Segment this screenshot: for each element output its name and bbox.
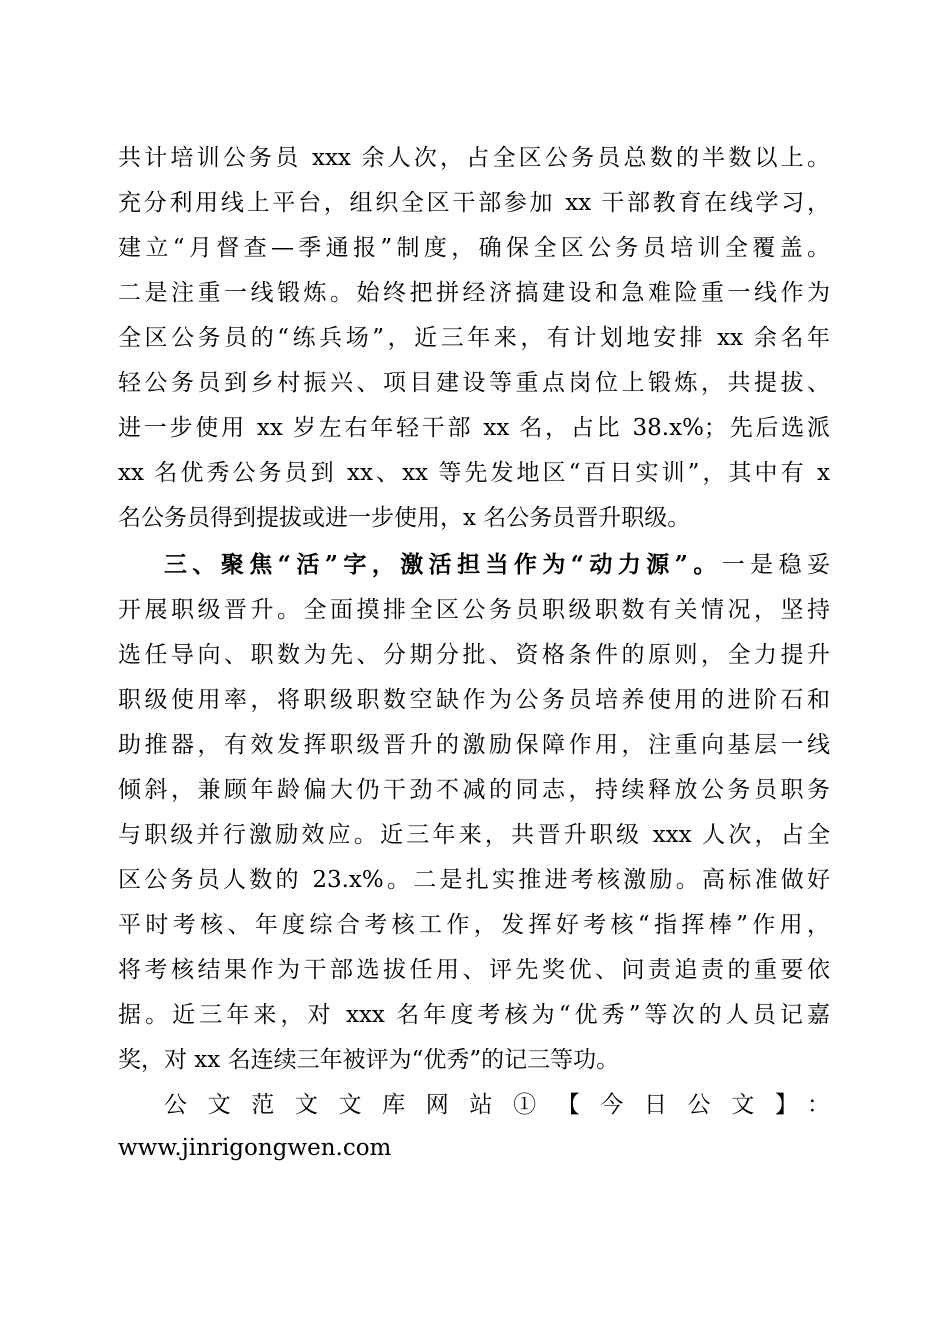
paragraph-line: 共计培训公务员 xxx 余人次，占全区公务员总数的半数以上。: [118, 145, 830, 171]
paragraph-line: 奖，对 xx 名连续三年被评为“优秀”的记三等功。: [118, 1047, 620, 1073]
paragraph-line: 选任导向、职数为先、分期分批、资格条件的原则，全力提升: [118, 642, 830, 668]
paragraph-line: 倾斜，兼顾年龄偏大仍干劲不减的同志，持续释放公务员职务: [118, 777, 830, 803]
paragraph-line: 全区公务员的“练兵场”，近三年来，有计划地安排 xx 余名年: [118, 325, 830, 351]
paragraph-line: 开展职级晋升。全面摸排全区公务员职级职数有关情况，坚持: [118, 597, 830, 623]
paragraph-line: 与职级并行激励效应。近三年来，共晋升职级 xxx 人次，占全: [118, 822, 830, 848]
section-heading-line: [164, 545, 830, 585]
section-heading-rest: 一是稳妥: [721, 552, 830, 578]
paragraph-line: 轻公务员到乡村振兴、项目建设等重点岗位上锻炼，共提拔、: [118, 370, 830, 396]
paragraph-line: 充分利用线上平台，组织全区干部参加 xx 干部教育在线学习，: [118, 190, 830, 216]
paragraph-line: 平时考核、年度综合考核工作，发挥好考核“指挥棒”作用，: [118, 912, 830, 938]
paragraph-line: xx 名优秀公务员到 xx、xx 等先发地区“百日实训”，其中有 x: [118, 460, 830, 486]
paragraph-line: 建立“月督查—季通报”制度，确保全区公务员培训全覆盖。: [118, 235, 830, 261]
paragraph-line: 区公务员人数的 23.x%。二是扎实推进考核激励。高标准做好: [118, 867, 830, 893]
paragraph-line: 据。近三年来，对 xxx 名年度考核为“优秀”等次的人员记嘉: [118, 1002, 830, 1028]
footer-url[interactable]: www.jinrigongwen.com: [118, 1135, 392, 1161]
paragraph-line: 二是注重一线锻炼。始终把拼经济搞建设和急难险重一线作为: [118, 280, 830, 306]
paragraph-line: 将考核结果作为干部选拔任用、评先奖优、问责追责的重要依: [118, 957, 830, 983]
section-heading: 三、聚焦“活”字，激活担当作为“动力源”。: [164, 551, 722, 578]
paragraph-line: 助推器，有效发挥职级晋升的激励保障作用，注重向基层一线: [118, 732, 830, 758]
paragraph-line: 进一步使用 xx 岁左右年轻干部 xx 名，占比 38.x%；先后选派: [118, 415, 830, 441]
paragraph-line: 名公务员得到提拔或进一步使用，x 名公务员晋升职级。: [118, 505, 691, 531]
footer-source-line: 公文范文文库网站①【今日公文】：: [164, 1092, 830, 1118]
paragraph-line: 职级使用率，将职级职数空缺作为公务员培养使用的进阶石和: [118, 687, 830, 713]
